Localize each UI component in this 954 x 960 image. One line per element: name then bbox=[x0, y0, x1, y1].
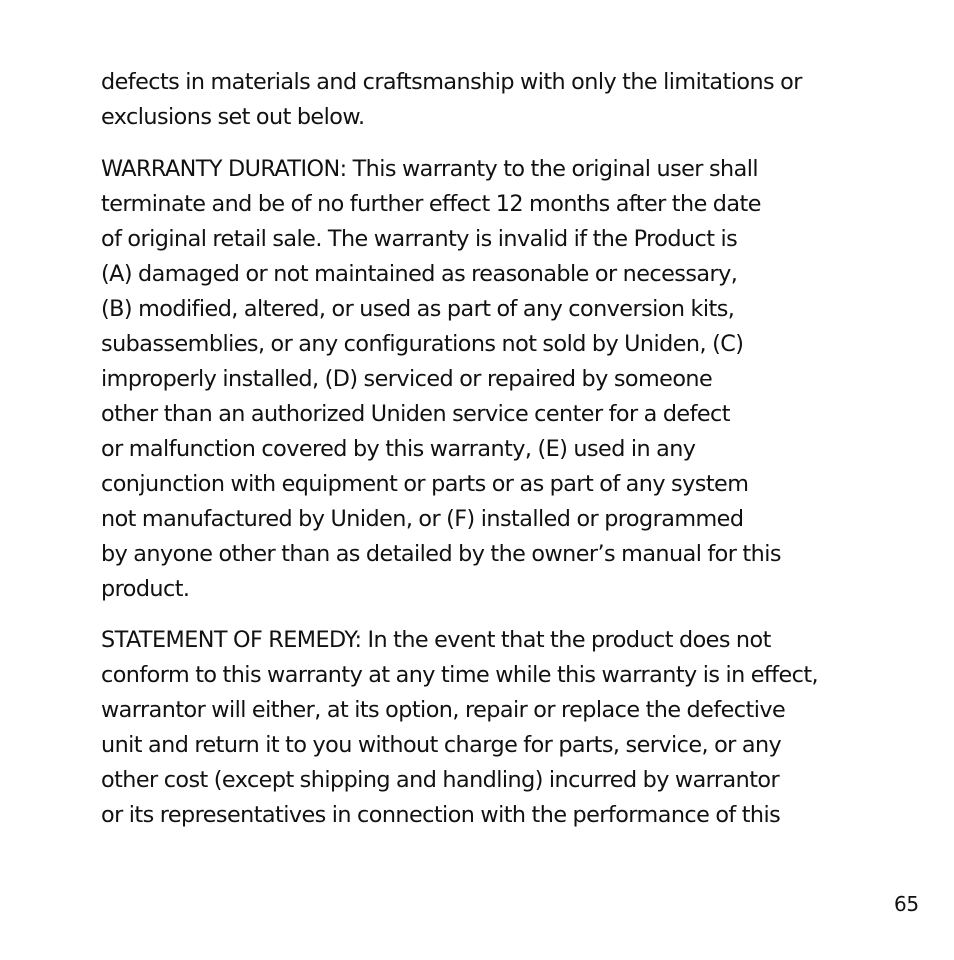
page-number: 65 bbox=[894, 892, 919, 916]
text-line: conjunction with equipment or parts or as part of any system bbox=[101, 471, 749, 497]
text-line: other cost (except shipping and handling) incurred by warrantor bbox=[101, 767, 780, 793]
text-line: not manufactured by Uniden, or (F) installed or programmed bbox=[101, 506, 744, 532]
text-line: or its representatives in connection with the performance of this bbox=[101, 802, 781, 828]
text-line: STATEMENT OF REMEDY: In the event that the product does not bbox=[101, 627, 771, 653]
text-line: other than an authorized Uniden service center for a defect bbox=[101, 401, 730, 427]
text-line: warrantor will either, at its option, repair or replace the defective bbox=[101, 697, 786, 723]
paragraph-statement-of-remedy bbox=[101, 623, 818, 833]
text-line: conform to this warranty at any time while this warranty is in effect, bbox=[101, 662, 819, 688]
text-line: WARRANTY DURATION: This warranty to the original user shall bbox=[101, 156, 759, 182]
paragraph-warranty-intro bbox=[101, 65, 802, 135]
text-line: terminate and be of no further effect 12 months after the date bbox=[101, 191, 761, 217]
text-line: subassemblies, or any configurations not sold by Uniden, (C) bbox=[101, 331, 744, 357]
text-line: of original retail sale. The warranty is invalid if the Product is bbox=[101, 226, 738, 252]
text-line: (B) modified, altered, or used as part of any conversion kits, bbox=[101, 296, 735, 322]
text-line: unit and return it to you without charge for parts, service, or any bbox=[101, 732, 782, 758]
text-line: or malfunction covered by this warranty, (E) used in any bbox=[101, 436, 696, 462]
text-line: (A) damaged or not maintained as reasonable or necessary, bbox=[101, 261, 738, 287]
paragraph-warranty-duration bbox=[101, 152, 781, 607]
text-line: improperly installed, (D) serviced or repaired by someone bbox=[101, 366, 713, 392]
text-line: product. bbox=[101, 576, 190, 602]
text-line: defects in materials and craftsmanship with only the limitations or bbox=[101, 69, 802, 95]
text-line: by anyone other than as detailed by the owner’s manual for this bbox=[101, 541, 781, 567]
text-line: exclusions set out below. bbox=[101, 104, 365, 130]
